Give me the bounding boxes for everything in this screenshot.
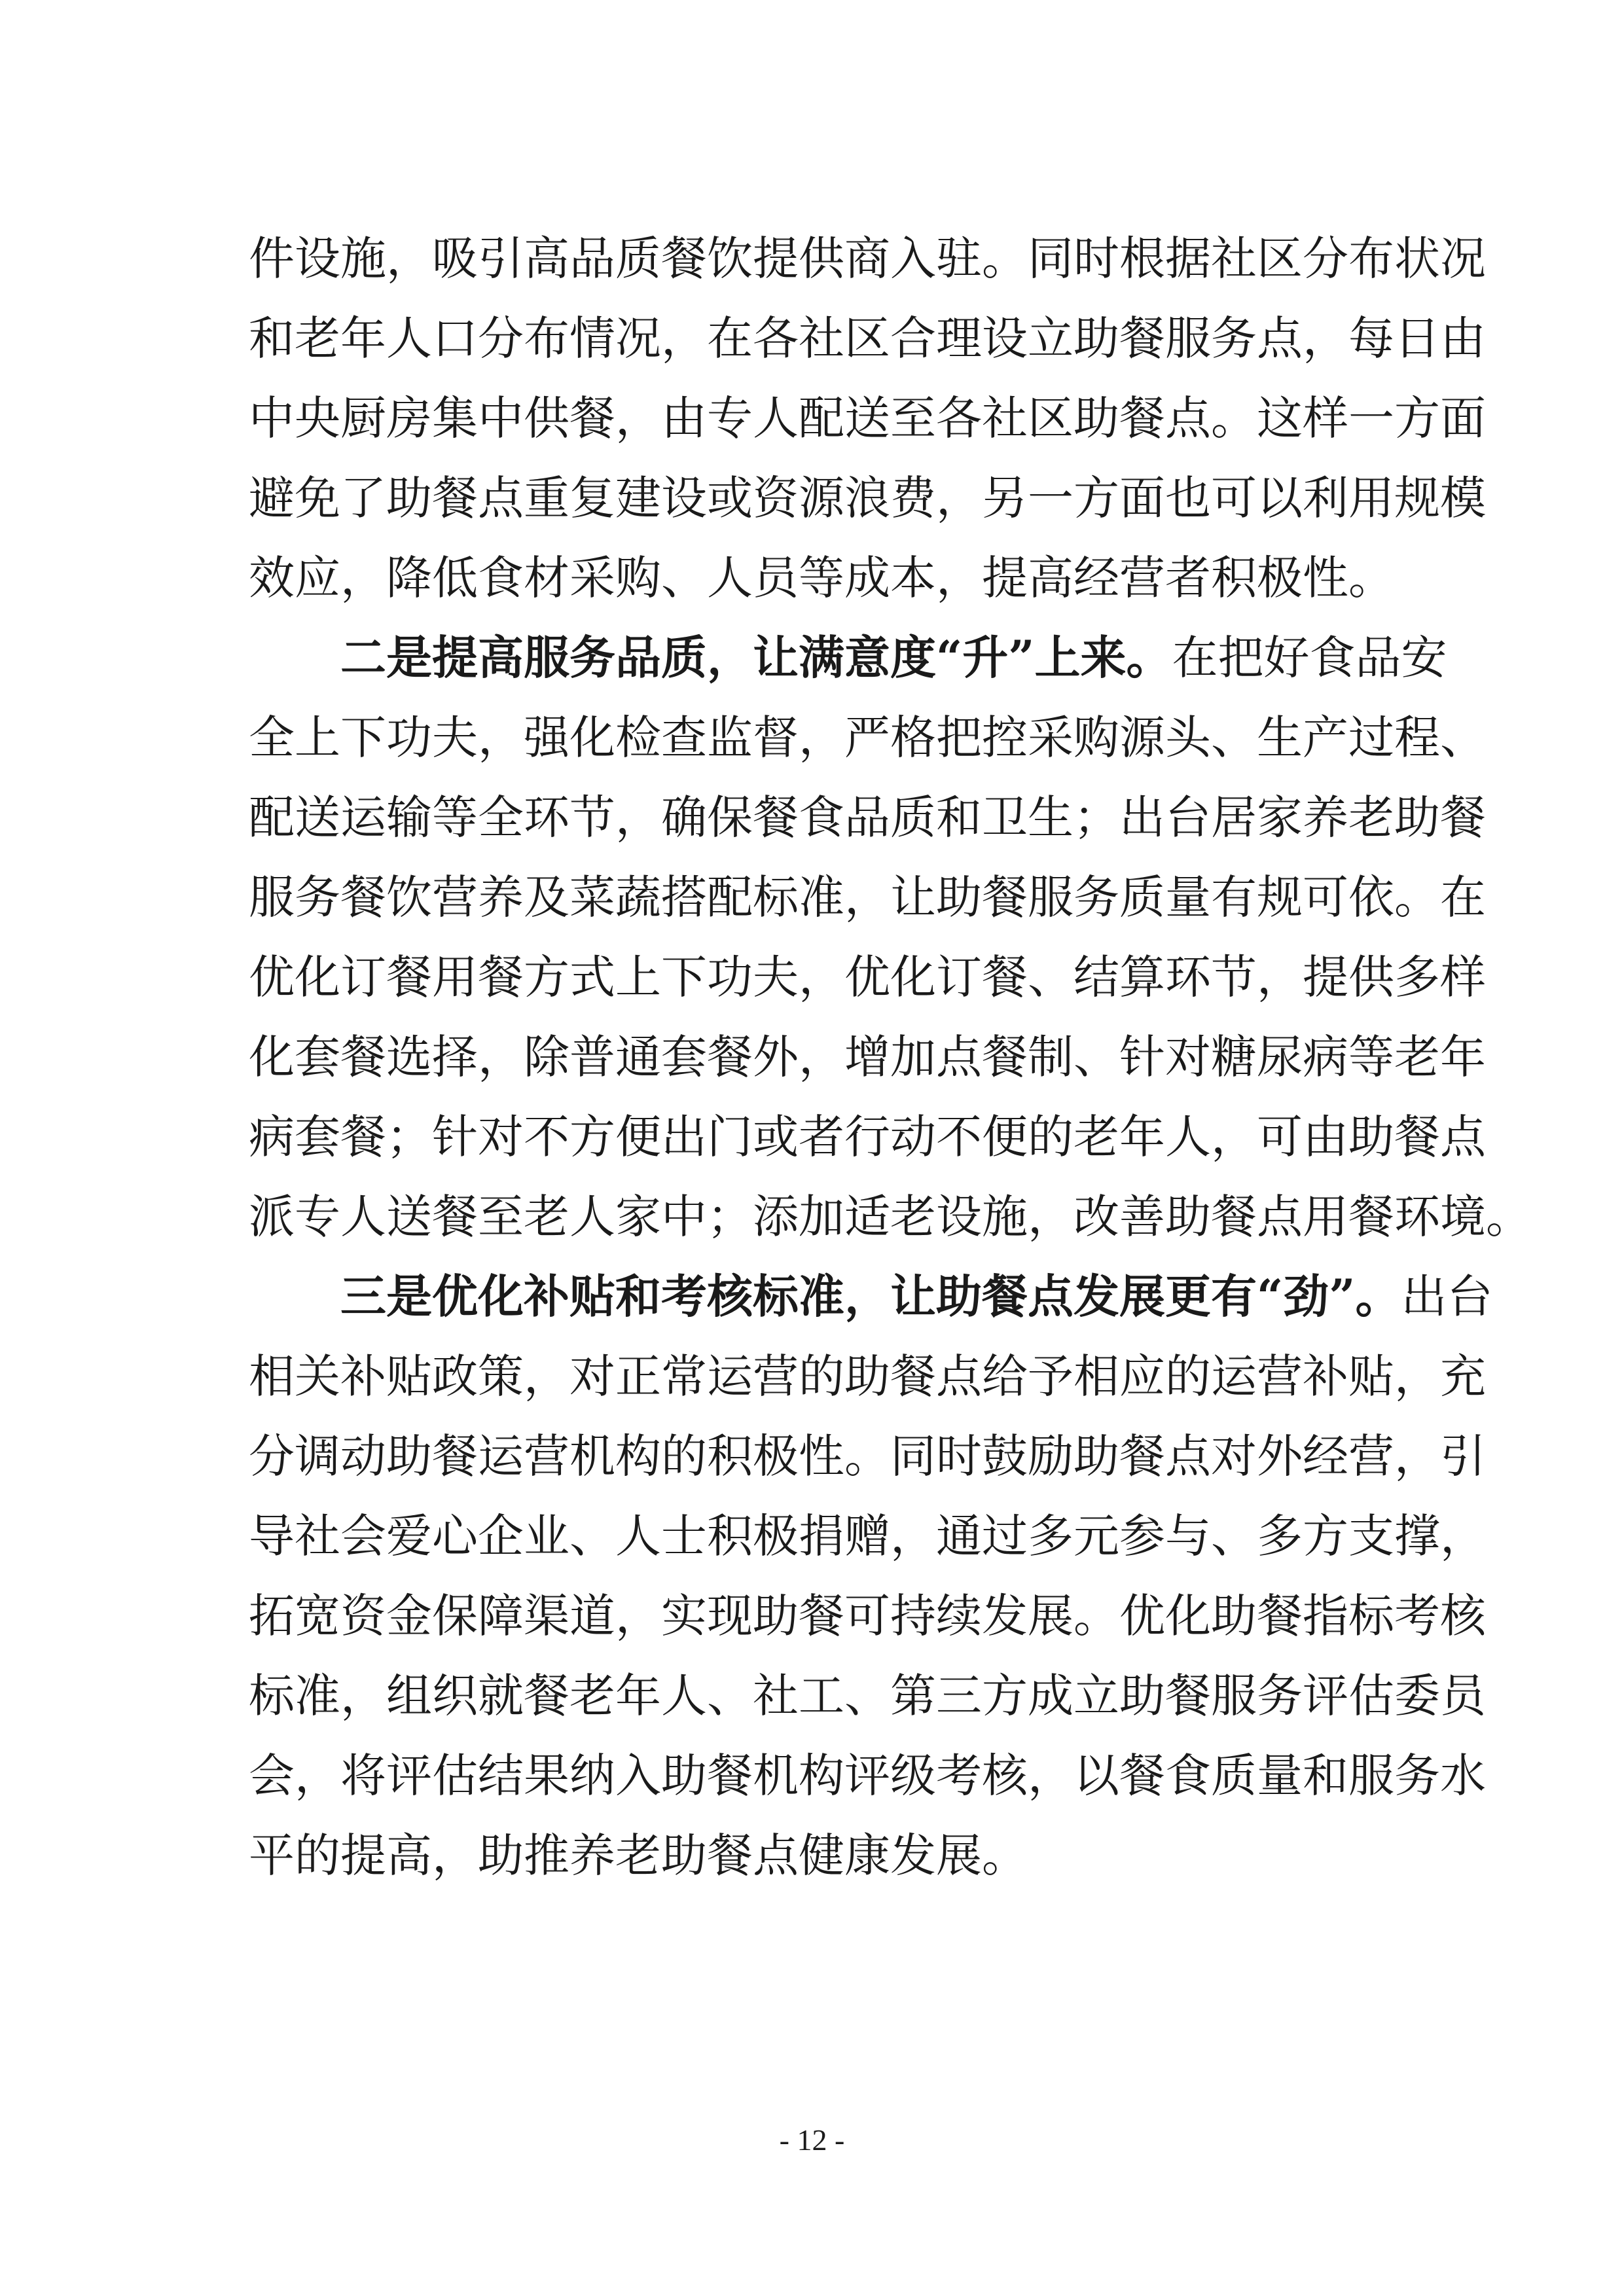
text-line: 相关补贴政策，对正常运营的助餐点给予相应的运营补贴，充 xyxy=(249,1350,1486,1403)
paragraph-first-line xyxy=(249,1257,1493,1336)
text-line: 派专人送餐至老人家中；添加适老设施，改善助餐点用餐环境。 xyxy=(249,1190,1532,1244)
text-line: 中央厨房集中供餐，由专人配送至各社区助餐点。这样一方面 xyxy=(249,391,1486,445)
paragraph-heading: 三是优化补贴和考核标准，让助餐点发展更有“劲”。 xyxy=(340,1269,1401,1323)
text-line: 拓宽资金保障渠道，实现助餐可持续发展。优化助餐指标考核 xyxy=(249,1589,1486,1643)
text-line: 和老年人口分布情况，在各社区合理设立助餐服务点，每日由 xyxy=(249,312,1486,365)
paragraph-heading: 二是提高服务品质，让满意度“升”上来。 xyxy=(340,630,1172,685)
text-line: 避免了助餐点重复建设或资源浪费，另一方面也可以利用规模 xyxy=(249,471,1486,525)
text-line: 优化订餐用餐方式上下功夫，优化订餐、结算环节，提供多样 xyxy=(249,950,1486,1004)
paragraph-text: 出台 xyxy=(1401,1270,1493,1323)
text-line: 化套餐选择，除普通套餐外，增加点餐制、针对糖尿病等老年 xyxy=(249,1030,1486,1084)
body-text xyxy=(249,219,1532,1895)
text-line: 会，将评估结果纳入助餐机构评级考核，以餐食质量和服务水 xyxy=(249,1749,1486,1803)
text-line: 配送运输等全环节，确保餐食品质和卫生；出台居家养老助餐 xyxy=(249,791,1486,844)
text-line: 标准，组织就餐老年人、社工、第三方成立助餐服务评估委员 xyxy=(249,1669,1486,1723)
page-number: - 12 - xyxy=(779,2123,845,2157)
paragraph-first-line xyxy=(249,618,1447,698)
text-line: 平的提高，助推养老助餐点健康发展。 xyxy=(249,1829,1028,1882)
paragraph-text: 在把好食品安 xyxy=(1172,631,1447,685)
text-line: 效应，降低食材采购、人员等成本，提高经营者积极性。 xyxy=(249,551,1394,605)
text-line: 分调动助餐运营机构的积极性。同时鼓励助餐点对外经营，引 xyxy=(249,1429,1486,1483)
text-line: 导社会爱心企业、人士积极捐赠，通过多元参与、多方支撑， xyxy=(249,1509,1486,1563)
text-line: 服务餐饮营养及菜蔬搭配标准，让助餐服务质量有规可依。在 xyxy=(249,870,1486,924)
text-line: 件设施，吸引高品质餐饮提供商入驻。同时根据社区分布状况 xyxy=(249,232,1486,285)
text-line: 病套餐；针对不方便出门或者行动不便的老年人，可由助餐点 xyxy=(249,1110,1486,1164)
text-line: 全上下功夫，强化检查监督，严格把控采购源头、生产过程、 xyxy=(249,711,1486,764)
